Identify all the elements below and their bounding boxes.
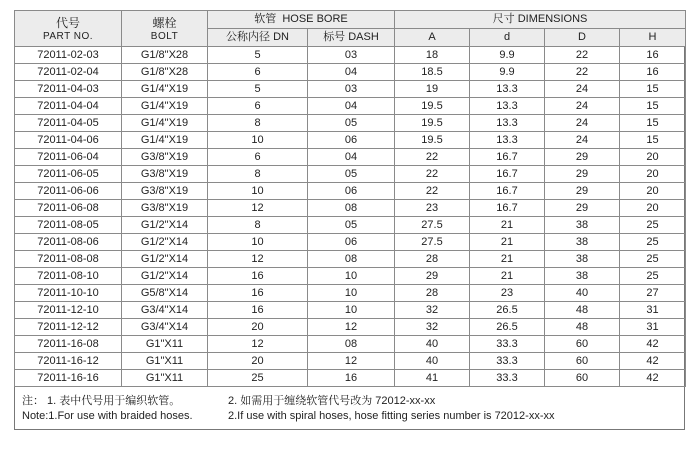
- d-small-cell: 21: [470, 251, 545, 268]
- part-no-cell: 72011-04-03: [15, 81, 122, 98]
- d-cell: 29: [545, 166, 620, 183]
- bolt-cell: G1/2"X14: [122, 251, 208, 268]
- d-small-cell: 21: [470, 268, 545, 285]
- dn-cell: 8: [208, 217, 308, 234]
- d-cell: 48: [545, 319, 620, 336]
- d-small-cell: 21: [470, 234, 545, 251]
- a-cell: 41: [395, 370, 470, 387]
- table-row: [15, 200, 686, 217]
- dash-cell: 08: [308, 200, 395, 217]
- dash-cell: 05: [308, 115, 395, 132]
- bolt-cell: G1/4"X19: [122, 115, 208, 132]
- table-row: [15, 98, 686, 115]
- table-body: [15, 47, 686, 387]
- d-cell: 22: [545, 47, 620, 64]
- a-cell: 29: [395, 268, 470, 285]
- dn-cell: 10: [208, 183, 308, 200]
- dn-cell: 5: [208, 81, 308, 98]
- table-header: [15, 11, 686, 47]
- bolt-cell: G1/2"X14: [122, 217, 208, 234]
- part-no-cell: 72011-08-05: [15, 217, 122, 234]
- d-small-cell: 26.5: [470, 302, 545, 319]
- note-2: [228, 394, 554, 424]
- table-row: [15, 336, 686, 353]
- header-bolt-cn: 螺栓: [152, 15, 177, 30]
- a-cell: 19.5: [395, 115, 470, 132]
- header-hose-bore: 软管 HOSE BORE: [208, 11, 395, 29]
- h-cell: 20: [620, 183, 686, 200]
- dash-cell: 08: [308, 336, 395, 353]
- table-row: [15, 302, 686, 319]
- dn-cell: 16: [208, 302, 308, 319]
- dn-cell: 12: [208, 336, 308, 353]
- d-cell: 24: [545, 98, 620, 115]
- d-cell: 24: [545, 115, 620, 132]
- h-cell: 25: [620, 217, 686, 234]
- part-no-cell: 72011-02-04: [15, 64, 122, 81]
- note-1: [22, 394, 193, 424]
- h-cell: 15: [620, 98, 686, 115]
- dn-cell: 12: [208, 251, 308, 268]
- a-cell: 22: [395, 183, 470, 200]
- table-row: [15, 132, 686, 149]
- d-small-cell: 13.3: [470, 132, 545, 149]
- d-cell: 24: [545, 132, 620, 149]
- dn-cell: 10: [208, 234, 308, 251]
- table-row: [15, 370, 686, 387]
- d-cell: 40: [545, 285, 620, 302]
- dn-cell: 8: [208, 115, 308, 132]
- dash-cell: 06: [308, 132, 395, 149]
- dash-cell: 12: [308, 353, 395, 370]
- part-no-cell: 72011-06-05: [15, 166, 122, 183]
- dn-cell: 16: [208, 268, 308, 285]
- a-cell: 32: [395, 319, 470, 336]
- d-small-cell: 26.5: [470, 319, 545, 336]
- dn-cell: 16: [208, 285, 308, 302]
- h-cell: 25: [620, 268, 686, 285]
- bolt-cell: G1"X11: [122, 353, 208, 370]
- h-cell: 27: [620, 285, 686, 302]
- dn-cell: 6: [208, 149, 308, 166]
- d-small-cell: 16.7: [470, 149, 545, 166]
- part-no-cell: 72011-16-08: [15, 336, 122, 353]
- note-1-cn: 注： 1. 表中代号用于编织软管。: [22, 395, 181, 407]
- h-cell: 31: [620, 319, 686, 336]
- h-cell: 42: [620, 336, 686, 353]
- bolt-cell: G3/8"X19: [122, 166, 208, 183]
- d-small-cell: 21: [470, 217, 545, 234]
- d-small-cell: 33.3: [470, 336, 545, 353]
- header-part-no-en: PART NO.: [42, 30, 94, 42]
- a-cell: 27.5: [395, 217, 470, 234]
- h-cell: 42: [620, 353, 686, 370]
- part-no-cell: 72011-08-10: [15, 268, 122, 285]
- table-row: [15, 353, 686, 370]
- dn-cell: 6: [208, 64, 308, 81]
- bolt-cell: G3/8"X19: [122, 183, 208, 200]
- table-row: [15, 217, 686, 234]
- part-no-cell: 72011-12-10: [15, 302, 122, 319]
- dn-cell: 20: [208, 353, 308, 370]
- a-cell: 18.5: [395, 64, 470, 81]
- header-part-no: [15, 11, 122, 47]
- header-dash: 标号 DASH: [308, 29, 395, 47]
- d-small-cell: 33.3: [470, 353, 545, 370]
- bolt-cell: G1/8"X28: [122, 47, 208, 64]
- part-no-cell: 72011-08-06: [15, 234, 122, 251]
- bolt-cell: G1"X11: [122, 370, 208, 387]
- dash-cell: 05: [308, 217, 395, 234]
- header-part-no-cn: 代号: [55, 15, 80, 30]
- dash-cell: 04: [308, 64, 395, 81]
- d-cell: 48: [545, 302, 620, 319]
- part-no-cell: 72011-16-12: [15, 353, 122, 370]
- d-cell: 29: [545, 200, 620, 217]
- note-2-cn: 2. 如需用于缠绕软管代号改为 72012-xx-xx: [228, 395, 436, 407]
- table-row: [15, 64, 686, 81]
- dash-cell: 04: [308, 149, 395, 166]
- part-no-cell: 72011-08-08: [15, 251, 122, 268]
- d-cell: 60: [545, 370, 620, 387]
- table-row: [15, 251, 686, 268]
- bolt-cell: G1/4"X19: [122, 132, 208, 149]
- d-cell: 22: [545, 64, 620, 81]
- part-no-cell: 72011-06-08: [15, 200, 122, 217]
- d-small-cell: 33.3: [470, 370, 545, 387]
- dn-cell: 6: [208, 98, 308, 115]
- d-cell: 60: [545, 336, 620, 353]
- table-row: [15, 115, 686, 132]
- part-no-cell: 72011-06-04: [15, 149, 122, 166]
- bolt-cell: G5/8"X14: [122, 285, 208, 302]
- d-small-cell: 9.9: [470, 64, 545, 81]
- header-col-d-small: d: [470, 29, 545, 47]
- d-cell: 29: [545, 183, 620, 200]
- a-cell: 22: [395, 149, 470, 166]
- table-row: [15, 234, 686, 251]
- header-dn: 公称内径 DN: [208, 29, 308, 47]
- part-no-cell: 72011-04-04: [15, 98, 122, 115]
- dash-cell: 16: [308, 370, 395, 387]
- d-small-cell: 9.9: [470, 47, 545, 64]
- h-cell: 25: [620, 251, 686, 268]
- header-dimensions: 尺寸 DIMENSIONS: [395, 11, 686, 29]
- d-small-cell: 23: [470, 285, 545, 302]
- dash-cell: 06: [308, 234, 395, 251]
- d-cell: 38: [545, 251, 620, 268]
- d-cell: 38: [545, 268, 620, 285]
- a-cell: 19.5: [395, 98, 470, 115]
- table-row: [15, 166, 686, 183]
- a-cell: 23: [395, 200, 470, 217]
- dash-cell: 10: [308, 302, 395, 319]
- d-cell: 38: [545, 234, 620, 251]
- d-small-cell: 16.7: [470, 200, 545, 217]
- bolt-cell: G3/4"X14: [122, 302, 208, 319]
- a-cell: 27.5: [395, 234, 470, 251]
- d-small-cell: 16.7: [470, 183, 545, 200]
- header-col-d: D: [545, 29, 620, 47]
- part-no-cell: 72011-06-06: [15, 183, 122, 200]
- h-cell: 42: [620, 370, 686, 387]
- dash-cell: 10: [308, 285, 395, 302]
- a-cell: 32: [395, 302, 470, 319]
- h-cell: 15: [620, 81, 686, 98]
- bolt-cell: G1/2"X14: [122, 268, 208, 285]
- a-cell: 40: [395, 336, 470, 353]
- part-no-cell: 72011-12-12: [15, 319, 122, 336]
- d-cell: 38: [545, 217, 620, 234]
- part-no-cell: 72011-10-10: [15, 285, 122, 302]
- d-small-cell: 13.3: [470, 98, 545, 115]
- dn-cell: 8: [208, 166, 308, 183]
- dash-cell: 12: [308, 319, 395, 336]
- bolt-cell: G1/2"X14: [122, 234, 208, 251]
- header-col-h: H: [620, 29, 686, 47]
- d-cell: 24: [545, 81, 620, 98]
- table-row: [15, 47, 686, 64]
- h-cell: 20: [620, 166, 686, 183]
- h-cell: 15: [620, 132, 686, 149]
- h-cell: 15: [620, 115, 686, 132]
- a-cell: 28: [395, 251, 470, 268]
- table-row: [15, 149, 686, 166]
- fitting-spec-table: [14, 10, 686, 387]
- bolt-cell: G3/4"X14: [122, 319, 208, 336]
- a-cell: 28: [395, 285, 470, 302]
- dash-cell: 05: [308, 166, 395, 183]
- dash-cell: 08: [308, 251, 395, 268]
- d-small-cell: 16.7: [470, 166, 545, 183]
- a-cell: 22: [395, 166, 470, 183]
- d-cell: 60: [545, 353, 620, 370]
- dn-cell: 5: [208, 47, 308, 64]
- table-row: [15, 268, 686, 285]
- h-cell: 20: [620, 200, 686, 217]
- part-no-cell: 72011-04-05: [15, 115, 122, 132]
- bolt-cell: G1/4"X19: [122, 81, 208, 98]
- bolt-cell: G1"X11: [122, 336, 208, 353]
- bolt-cell: G1/8"X28: [122, 64, 208, 81]
- part-no-cell: 72011-04-06: [15, 132, 122, 149]
- table-row: [15, 319, 686, 336]
- dn-cell: 20: [208, 319, 308, 336]
- dash-cell: 03: [308, 81, 395, 98]
- a-cell: 19: [395, 81, 470, 98]
- a-cell: 18: [395, 47, 470, 64]
- notes-section: [14, 389, 685, 430]
- dn-cell: 25: [208, 370, 308, 387]
- h-cell: 31: [620, 302, 686, 319]
- table-row: [15, 183, 686, 200]
- d-small-cell: 13.3: [470, 115, 545, 132]
- note-1-en: Note:1.For use with braided hoses.: [22, 410, 193, 422]
- d-small-cell: 13.3: [470, 81, 545, 98]
- a-cell: 19.5: [395, 132, 470, 149]
- dash-cell: 06: [308, 183, 395, 200]
- dn-cell: 10: [208, 132, 308, 149]
- dn-cell: 12: [208, 200, 308, 217]
- a-cell: 40: [395, 353, 470, 370]
- bolt-cell: G1/4"X19: [122, 98, 208, 115]
- bolt-cell: G3/8"X19: [122, 200, 208, 217]
- h-cell: 20: [620, 149, 686, 166]
- h-cell: 25: [620, 234, 686, 251]
- dash-cell: 04: [308, 98, 395, 115]
- header-bolt: [122, 11, 208, 47]
- table-row: [15, 81, 686, 98]
- d-cell: 29: [545, 149, 620, 166]
- dash-cell: 03: [308, 47, 395, 64]
- h-cell: 16: [620, 64, 686, 81]
- bolt-cell: G3/8"X19: [122, 149, 208, 166]
- part-no-cell: 72011-02-03: [15, 47, 122, 64]
- part-no-cell: 72011-16-16: [15, 370, 122, 387]
- note-2-en: 2.If use with spiral hoses, hose fitting series number is 72012-xx-xx: [228, 410, 555, 422]
- h-cell: 16: [620, 47, 686, 64]
- table-row: [15, 285, 686, 302]
- header-col-a: A: [395, 29, 470, 47]
- dash-cell: 10: [308, 268, 395, 285]
- header-bolt-en: BOLT: [150, 30, 179, 42]
